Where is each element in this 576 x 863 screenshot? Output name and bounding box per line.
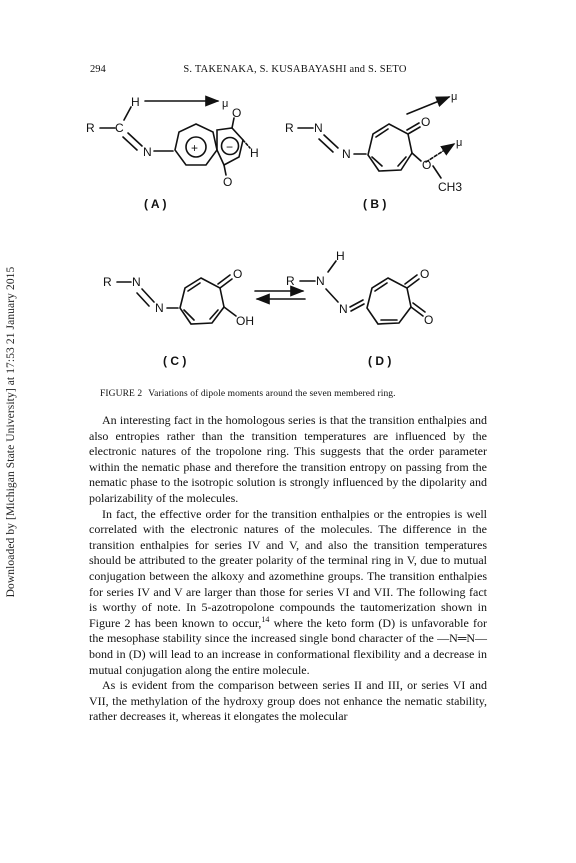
label-ch3: CH3: [438, 180, 463, 194]
bond-c-o-methoxy: [412, 153, 421, 161]
tropolone-ring: [180, 278, 224, 324]
structure-d: [300, 261, 425, 324]
tropone-ring: [368, 124, 412, 171]
label-r-c: R: [103, 275, 112, 289]
quinonoid-ring: [367, 278, 411, 324]
label-o-a-bottom: O: [223, 175, 233, 189]
label-o-a-top: O: [232, 106, 242, 120]
label-oh-c: OH: [236, 314, 254, 328]
structure-label-d: ( D ): [368, 354, 392, 368]
structure-label-b: ( B ): [363, 197, 387, 211]
label-r-b: R: [285, 121, 294, 135]
structure-a: [100, 101, 250, 175]
paragraph-2: [89, 507, 487, 679]
figure-2: [60, 80, 520, 380]
mu-b2: μ: [456, 137, 463, 149]
label-h-a: H: [131, 95, 140, 109]
dipole-arrow-b1: [407, 97, 449, 114]
label-o-c: O: [233, 267, 243, 281]
label-c-a: C: [115, 121, 124, 135]
label-n-c1: N: [132, 275, 141, 289]
mu-b1: μ: [451, 91, 458, 103]
caption-label: FIGURE 2: [100, 389, 143, 399]
bond-ring-o-bottom: [224, 165, 226, 175]
structure-label-c: ( C ): [163, 354, 187, 368]
minus-sign: −: [226, 140, 234, 154]
download-watermark: [0, 0, 22, 863]
download-note-text: Downloaded by [Michigan State University] at 17:53 21 January 2015: [5, 266, 17, 598]
paragraph-2-part-2: where the keto form (D) is unfavorable for the mesophase stability since the increased single bond character of the —N═N— bond in (D) will lead to an increase in conformational flexibility and a decrease in mutual conjugation along the entire molecule.: [89, 615, 487, 677]
bond-c-h: [124, 107, 131, 120]
page-header: [90, 64, 490, 80]
ring-double-bond-3: [372, 157, 382, 166]
structure-label-a: ( A ): [144, 197, 167, 211]
bond-c-oh: [224, 307, 236, 316]
plus-sign: +: [191, 141, 199, 155]
hydrogen-bond-dashed: [243, 140, 250, 148]
label-n-b2: N: [342, 147, 351, 161]
label-h-d: H: [336, 249, 345, 263]
tautomer-diagram: [60, 80, 520, 380]
label-n-d2: N: [339, 302, 348, 316]
bond-n-h: [328, 261, 336, 272]
label-n-a: N: [143, 145, 152, 159]
label-o-b-methoxy: O: [422, 158, 432, 172]
bond-n-n: [326, 289, 338, 302]
paragraph-3: As is evident from the comparison between series II and III, or series VI and VII, the methylation of the hydroxy group does not enhance the nematic stability, rather decreases it, whereas it elongates the molecular: [89, 678, 487, 724]
body-text: [89, 413, 487, 725]
label-n-d1: N: [316, 274, 325, 288]
label-o-b-keto: O: [421, 115, 431, 129]
running-head: S. TAKENAKA, S. KUSABAYASHI and S. SETO: [183, 64, 407, 75]
citation-14: 14: [261, 614, 270, 624]
mu-a: μ: [222, 98, 229, 110]
figure-caption: [100, 389, 500, 399]
page-number: 294: [90, 64, 106, 75]
label-h-a-bridge: H: [250, 146, 259, 160]
paragraph-2-part-1: In fact, the effective order for the transition enthalpies or the entropies is well correlated with the electronic natures of the molecules. The difference in the transition enthalpies for series IV and V, and also the transition temperatures should be attributed to the greater polarity of the terminal ring in V, due to mutual conjugation between the alkoxy and azomethine groups. The transition enthalpies for series IV and V are larger than those for series VI and VII. The following fact is worthy of note. In 5-azotropolone compounds the tautomerization shown in Figure 2 has been known to occur,: [89, 506, 487, 630]
label-o-d-top: O: [420, 267, 430, 281]
label-o-d-bottom: O: [424, 313, 434, 327]
label-n-b1: N: [314, 121, 323, 135]
paragraph-1: An interesting fact in the homologous series is that the transition enthalpies and also entropies rather than the transition temperatures are influenced by the electronic natures of the tropolone ring. This suggests that the order parameter within the nematic phase and therefore the transition entropy on passing from the nematic phase to the isotropic solution is strongly influenced by the dipolarity and polarizability of the molecules.: [89, 413, 487, 505]
bond-o-ch3: [433, 166, 441, 178]
label-n-c2: N: [155, 301, 164, 315]
caption-text: Variations of dipole moments around the seven membered ring.: [148, 389, 396, 399]
label-r-a: R: [86, 121, 95, 135]
label-r-d: R: [286, 274, 295, 288]
